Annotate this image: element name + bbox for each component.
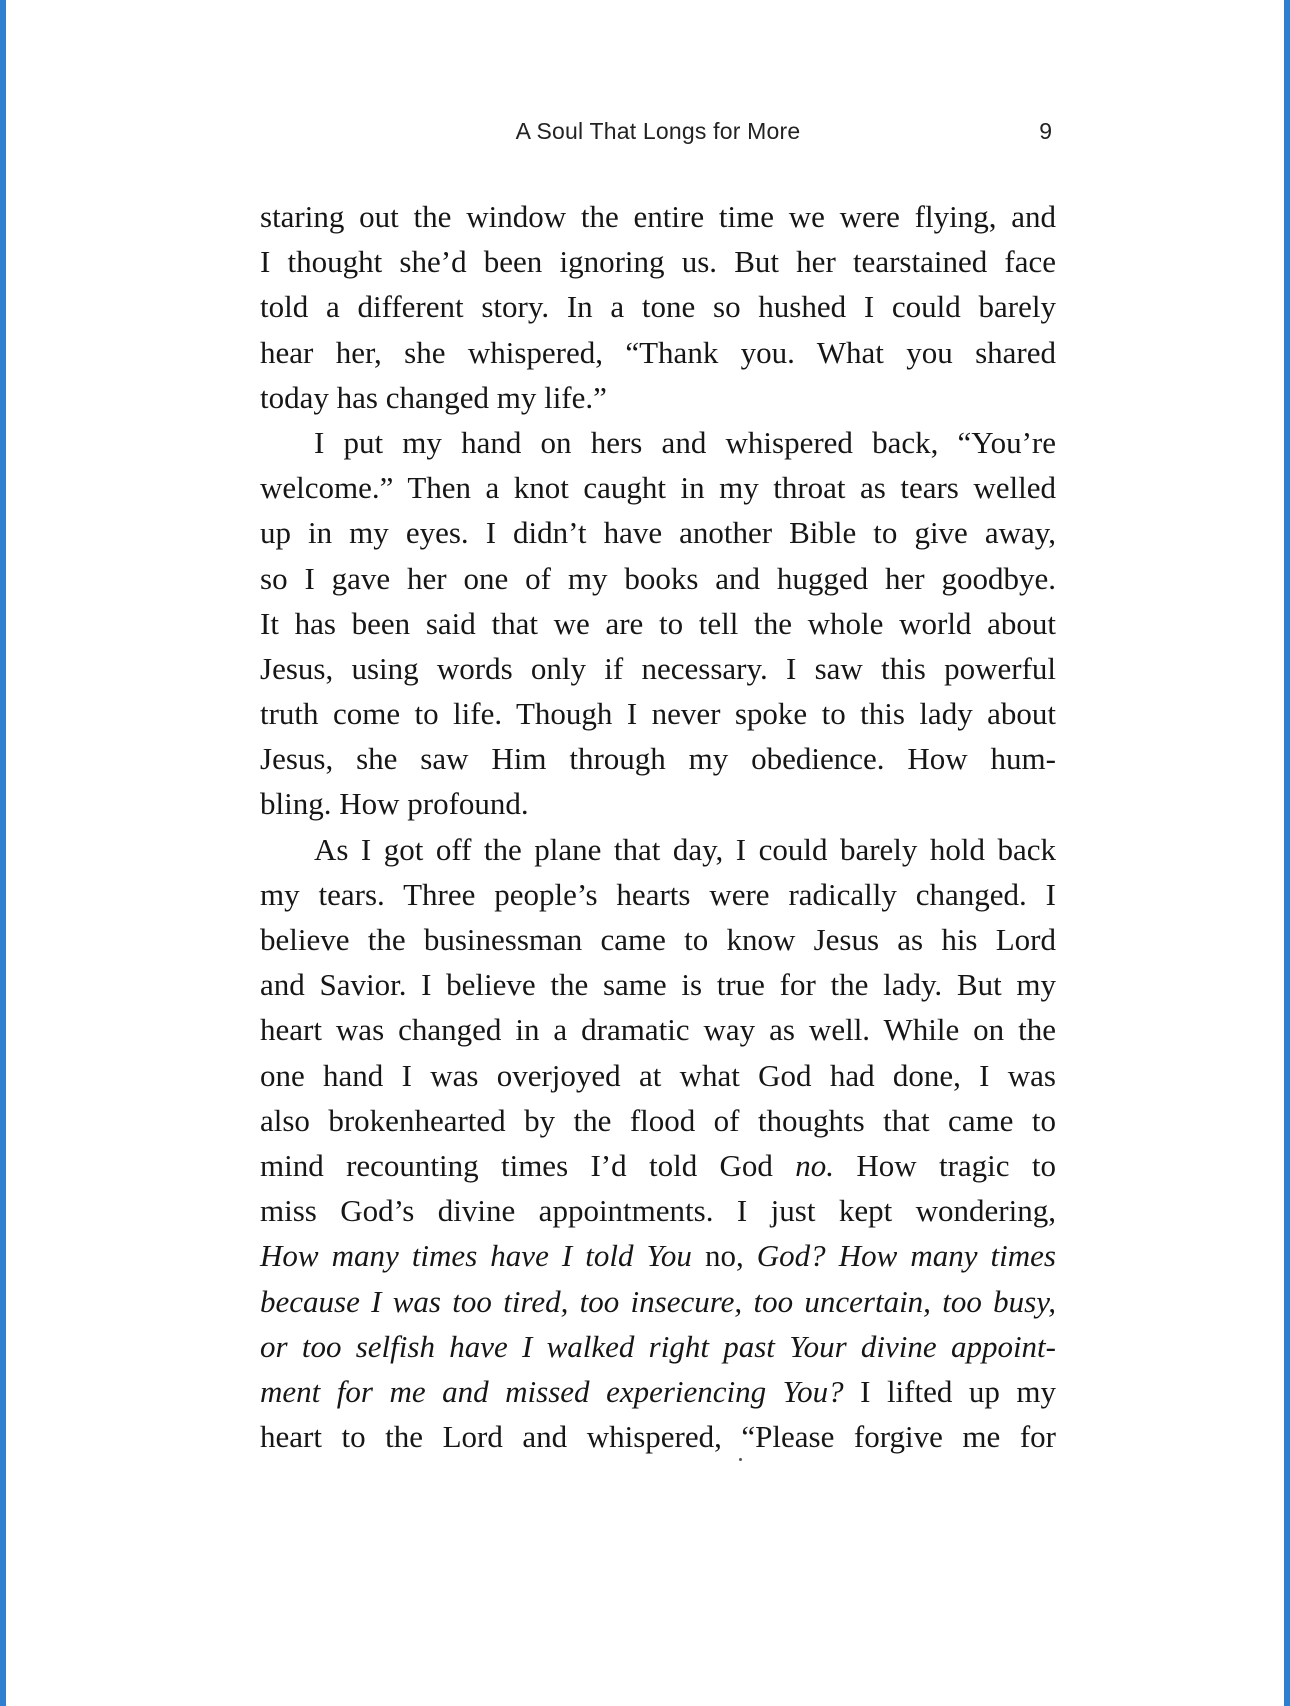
print-speck xyxy=(739,1458,742,1461)
page-number: 9 xyxy=(1039,118,1052,144)
text-line: welcome.” Then a knot caught in my throat as tears welled xyxy=(260,470,1056,506)
text-run: I lifted up my xyxy=(843,1373,1057,1409)
text-line xyxy=(260,1143,1056,1188)
text-line: As I got off the plane that day, I could barely hold back xyxy=(314,831,1056,867)
text-line: staring out the window the entire time we were flying, and xyxy=(260,199,1056,234)
text-line: because I was too tired, too insecure, too uncertain, too busy, xyxy=(260,1283,1056,1319)
text-line: truth come to life. Though I never spoke to this lady about xyxy=(260,696,1056,732)
italic-run: no. xyxy=(795,1147,835,1183)
text-line: I thought she’d been ignoring us. But her tearstained face xyxy=(260,244,1056,280)
text-line: so I gave her one of my books and hugged her goodbye. xyxy=(260,560,1056,596)
text-line: one hand I was overjoyed at what God had done, I was xyxy=(260,1057,1056,1093)
text-line: up in my eyes. I didn’t have another Bible to give away, xyxy=(260,515,1056,551)
italic-run: God? How many times xyxy=(756,1238,1056,1274)
text-line: bling. How profound. xyxy=(260,786,529,822)
text-line xyxy=(260,1369,1056,1414)
text-line: believe the businessman came to know Jesus as his Lord xyxy=(260,922,1056,957)
text-line: hear her, she whispered, “Thank you. What you shared xyxy=(260,334,1056,370)
text-line: heart was changed in a dramatic way as well. While on the xyxy=(260,1012,1056,1048)
text-line: told a different story. In a tone so hushed I could barely xyxy=(260,289,1056,325)
italic-run: How many times have I told You xyxy=(260,1238,692,1274)
text-line: Jesus, using words only if necessary. I saw this powerful xyxy=(260,650,1056,686)
text-line: my tears. Three people’s hearts were radically changed. I xyxy=(260,876,1056,912)
text-line: I put my hand on hers and whispered back, “You’re xyxy=(314,424,1056,460)
text-line: heart to the Lord and whispered, “Please forgive me for xyxy=(260,1419,1056,1455)
text-line xyxy=(260,1233,1056,1278)
text-run: no, xyxy=(691,1238,757,1274)
text-line: or too selfish have I walked right past Your divine appoint- xyxy=(260,1328,1056,1364)
text-line: today has changed my life.” xyxy=(260,379,607,415)
text-line: It has been said that we are to tell the whole world about xyxy=(260,605,1056,641)
text-line: and Savior. I believe the same is true for the lady. But my xyxy=(260,967,1056,1003)
italic-run: ment for me and missed experiencing You? xyxy=(260,1373,844,1409)
text-run: How tragic to xyxy=(834,1147,1056,1183)
running-head xyxy=(260,112,1056,152)
running-title: A Soul That Longs for More xyxy=(515,118,801,144)
text-line: Jesus, she saw Him through my obedience. How hum- xyxy=(260,741,1056,777)
text-line: miss God’s divine appointments. I just kept wondering, xyxy=(260,1193,1056,1229)
text-run: mind recounting times I’d told God xyxy=(260,1147,796,1183)
text-line: also brokenhearted by the flood of thoughts that came to xyxy=(260,1102,1056,1138)
body-text xyxy=(260,194,1056,1459)
